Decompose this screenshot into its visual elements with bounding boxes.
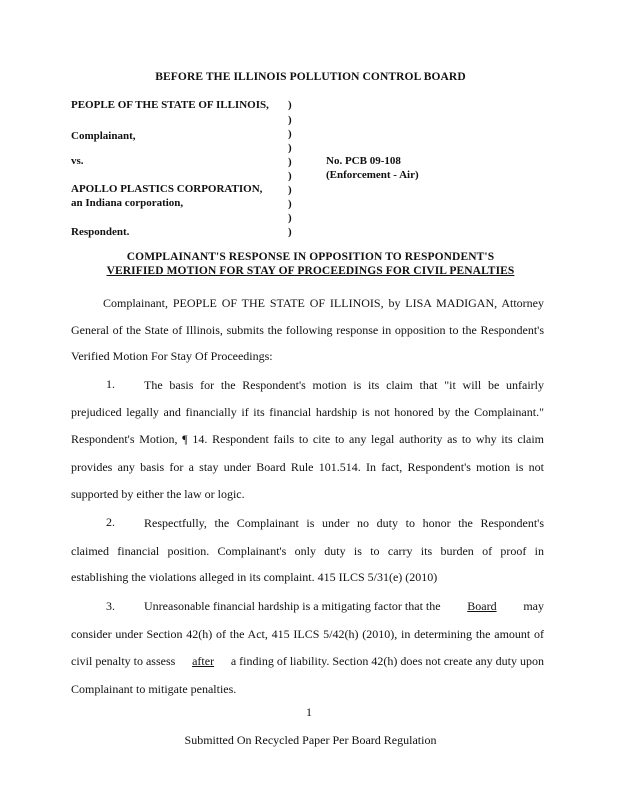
caption-paren: ) — [288, 170, 292, 182]
recycled-paper-note: Submitted On Recycled Paper Per Board Regulation — [184, 733, 437, 747]
case-type: (Enforcement - Air) — [326, 169, 419, 181]
caption-paren: ) — [288, 184, 292, 196]
paragraph-line: Respectfully, the Complainant is under no duty to honor the Respondent's — [144, 516, 544, 530]
caption-paren: ) — [288, 156, 292, 168]
paragraph-number: 1. — [106, 377, 115, 391]
paragraph-line: claimed financial position. Complainant's only duty is to carry its burden of proof in — [71, 544, 544, 558]
caption-paren: ) — [288, 212, 292, 224]
paragraph-line: supported by either the law or logic. — [71, 487, 245, 501]
intro-line: Verified Motion For Stay Of Proceedings: — [71, 349, 273, 363]
caption-paren: ) — [288, 226, 292, 238]
paragraph-underlined-text: after — [192, 654, 215, 668]
caption-paren: ) — [288, 114, 292, 126]
caption-paren: ) — [288, 99, 292, 111]
paragraph-line: consider under Section 42(h) of the Act, 415 ILCS 5/42(h) (2010), in determining the amount of — [71, 627, 544, 641]
intro-line: General of the State of Illinois, submits the following response in opposition to the Respondent's — [71, 323, 544, 337]
paragraph-text: Unreasonable financial hardship is a mitigating factor that the — [144, 599, 441, 613]
paragraph-line: Complainant to mitigate penalties. — [71, 682, 237, 696]
paragraph-line — [71, 655, 544, 667]
versus-label: vs. — [71, 155, 84, 167]
paragraph-line: Respondent's Motion, ¶ 14. Respondent fails to cite to any legal authority as to why its claim — [71, 432, 544, 446]
intro-line: Complainant, PEOPLE OF THE STATE OF ILLINOIS, by LISA MADIGAN, Attorney — [103, 296, 544, 310]
caption-paren: ) — [288, 198, 292, 210]
paragraph-line: prejudiced legally and financially if its financial hardship is not honored by the Complainant." — [71, 405, 544, 419]
caption-paren: ) — [288, 128, 292, 140]
paragraph-line: establishing the violations alleged in its complaint. 415 ILCS 5/31(e) (2010) — [71, 570, 438, 584]
paragraph-number: 3. — [106, 599, 115, 613]
paragraph-text: may — [523, 599, 544, 613]
paragraph-line — [144, 600, 544, 612]
paragraph-line: provides any basis for a stay under Board Rule 101.514. In fact, Respondent's motion is not — [71, 460, 544, 474]
paragraph-text: civil penalty to assess — [71, 654, 176, 668]
complainant-label: Complainant, — [71, 130, 136, 142]
caption-paren: ) — [288, 142, 292, 154]
defendant-name: APOLLO PLASTICS CORPORATION, — [71, 183, 263, 195]
case-number: No. PCB 09-108 — [326, 155, 401, 167]
plaintiff-name: PEOPLE OF THE STATE OF ILLINOIS, — [71, 99, 269, 111]
response-title-line1: COMPLAINANT'S RESPONSE IN OPPOSITION TO RESPONDENT'S — [126, 251, 495, 263]
paragraph-text: a finding of liability. Section 42(h) does not create any duty upon — [230, 654, 544, 668]
board-title: BEFORE THE ILLINOIS POLLUTION CONTROL BOARD — [155, 71, 466, 83]
defendant-description: an Indiana corporation, — [71, 197, 184, 209]
page-number: 1 — [306, 705, 312, 719]
response-title-line2: VERIFIED MOTION FOR STAY OF PROCEEDINGS FOR CIVIL PENALTIES — [106, 265, 515, 277]
paragraph-underlined-text: Board — [467, 599, 497, 613]
paragraph-number: 2. — [106, 515, 115, 529]
respondent-label: Respondent. — [71, 226, 130, 238]
paragraph-line: The basis for the Respondent's motion is its claim that "it will be unfairly — [144, 378, 544, 392]
